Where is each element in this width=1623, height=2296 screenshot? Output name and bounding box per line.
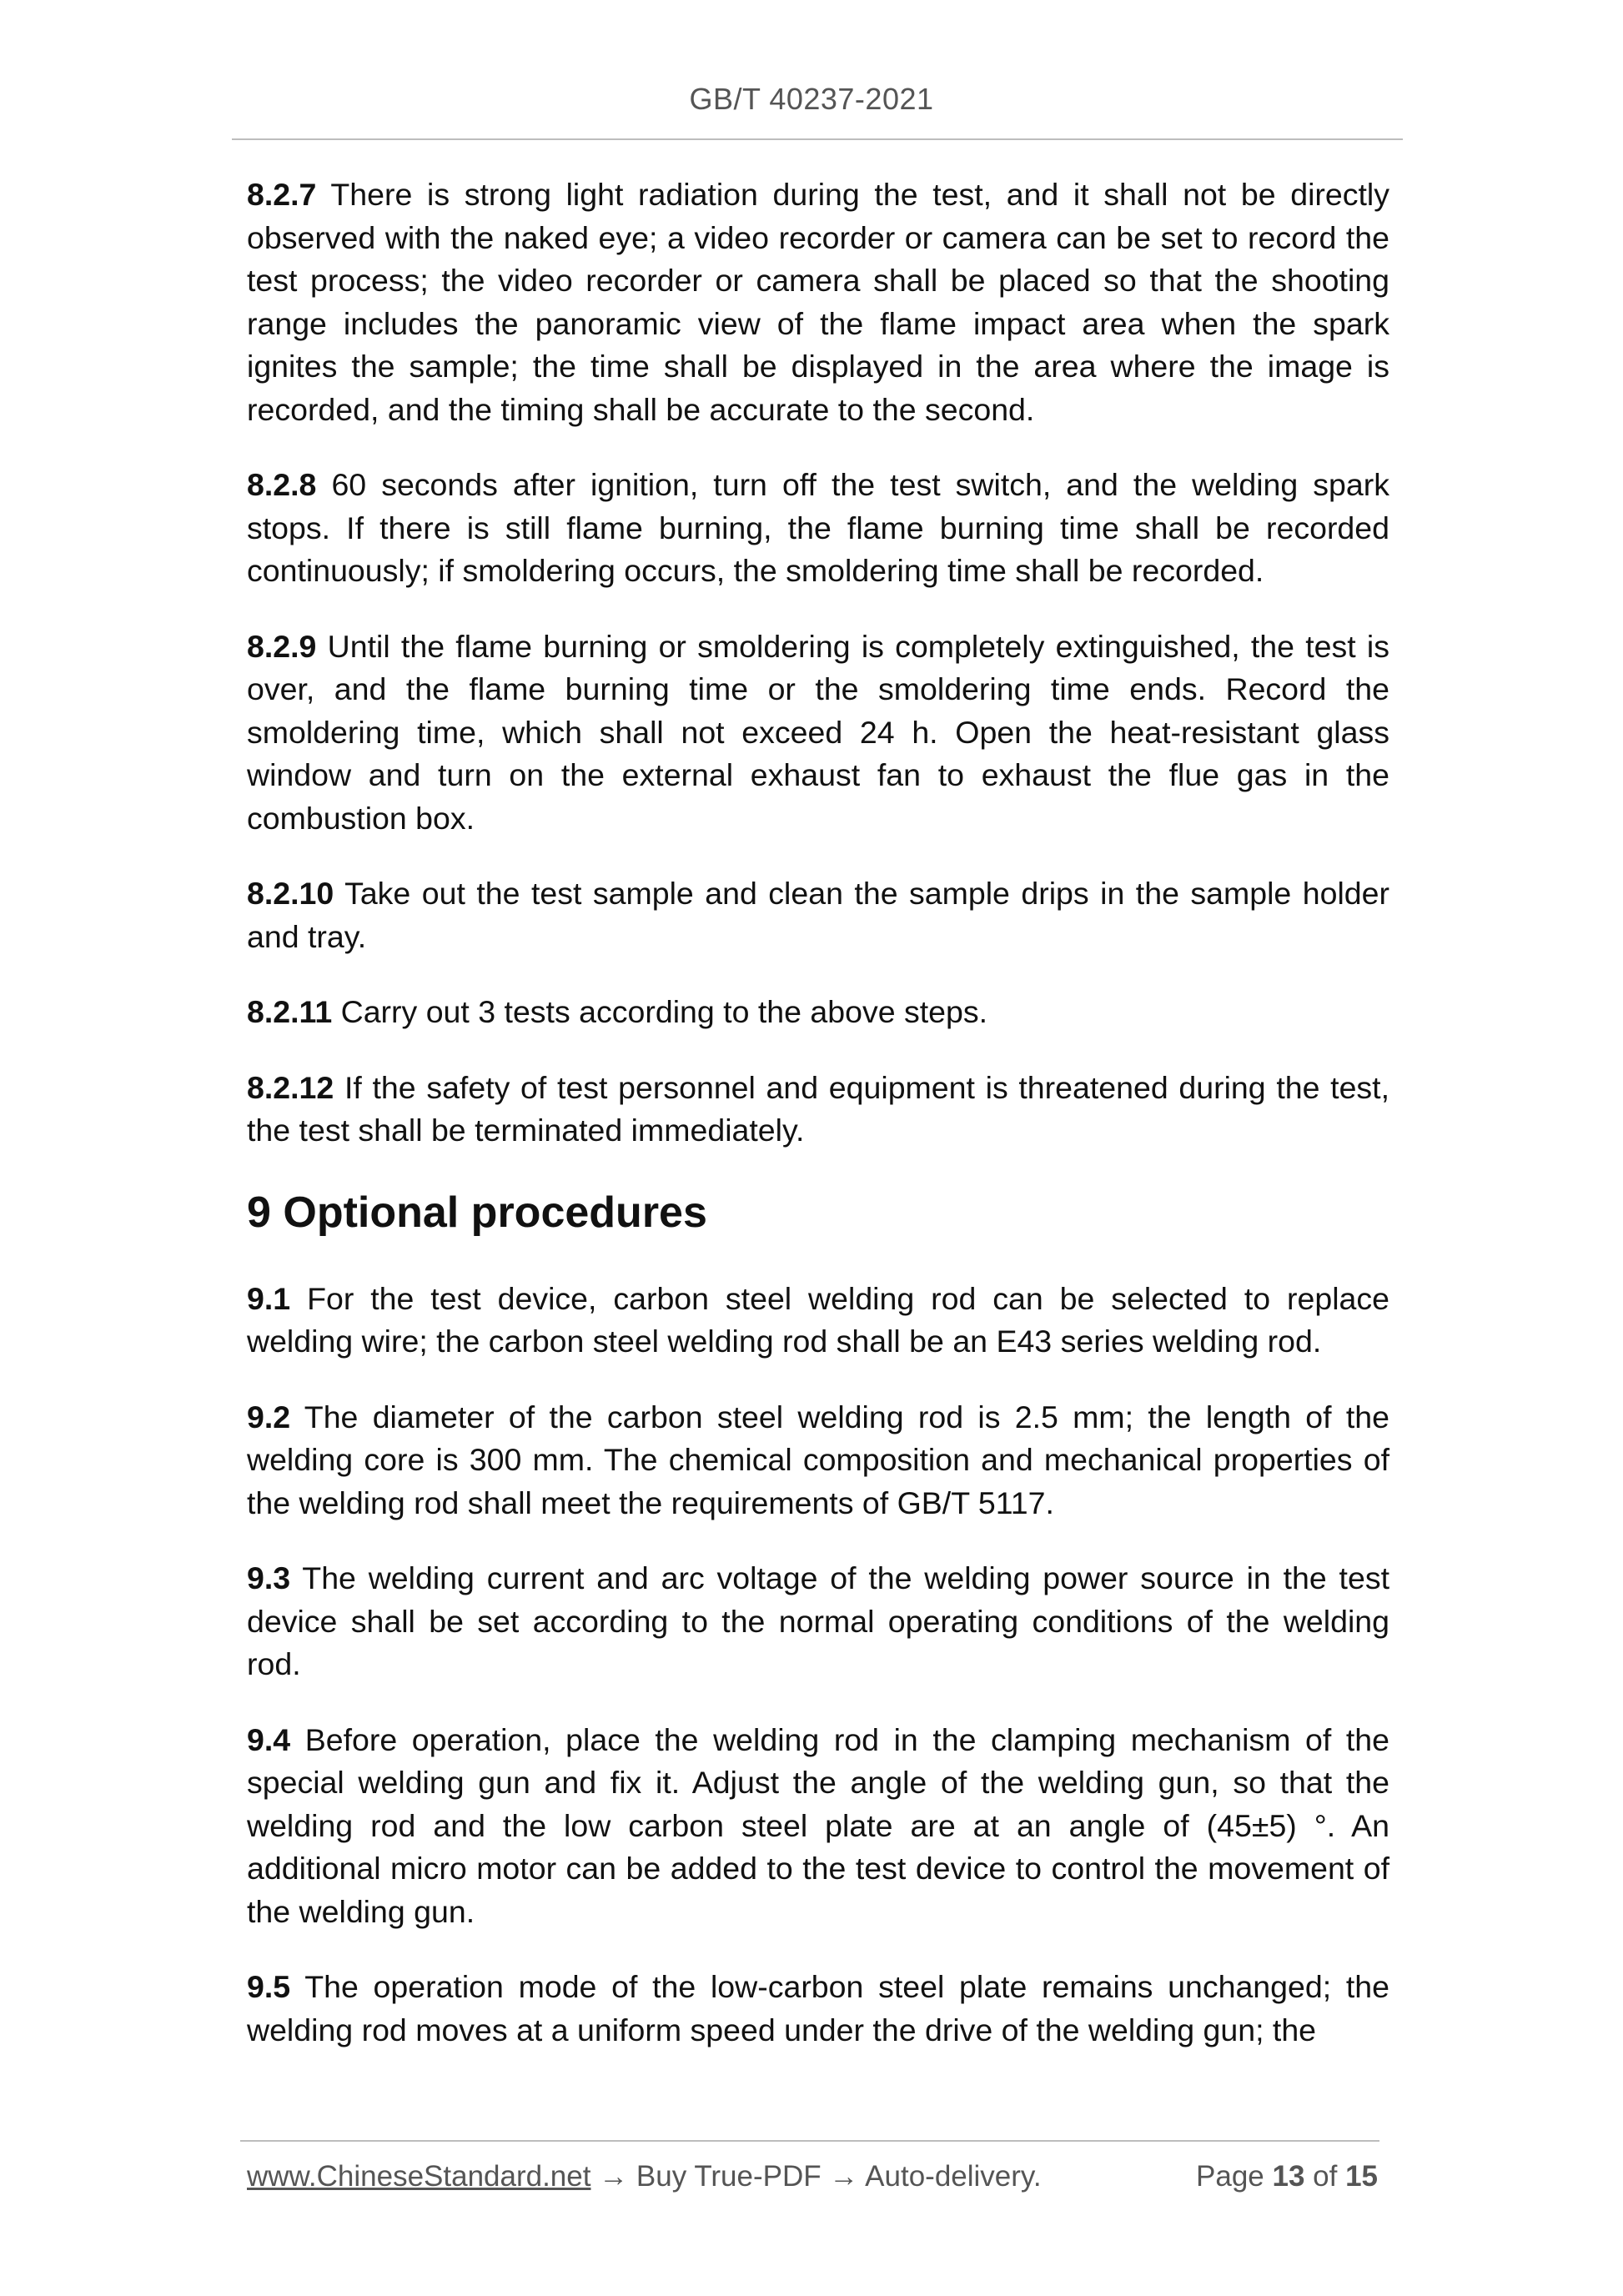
footer-tagline: → Buy True-PDF → Auto-delivery. [590,2160,1042,2193]
section-heading: 9 Optional procedures [247,1188,707,1237]
clause-text: For the test device, carbon steel welding rod can be selected to replace welding wire; the carbon steel welding rod shall be an E43 series welding rod. [247,1280,1390,1359]
clause-number: 8.2.8 [247,467,317,502]
clause-8-2-11 [247,991,1389,1034]
current-page-number: 13 [1272,2160,1305,2193]
clause-number: 9.3 [247,1560,291,1595]
clause-number: 9.2 [247,1399,291,1434]
footer-divider [240,2140,1379,2142]
header-divider [232,138,1403,140]
clause-number: 8.2.10 [247,876,334,911]
clause-text: Until the flame burning or smoldering is completely extinguished, the test is over, and the flame burning time or the smoldering time ends. Record the smoldering time, which shall not exceed 24 h. Open the heat-resistant glass window and turn on the external exhaust fan to exhaust the flue gas in the combustion box. [247,628,1390,836]
clause-number: 9.4 [247,1721,291,1757]
clause-text: There is strong light radiation during the test, and it shall not be directly observed with the naked eye; a video recorder or camera can be set to record the test process; the video recorder or camera shall be placed so that the shooting range includes the panoramic view of the flame impact area when the spark ignites the sample; the time shall be displayed in the area where the image is recorded, and the timing shall be accurate to the second. [247,177,1389,427]
document-body [247,173,1389,2084]
clause-number: 8.2.7 [247,177,317,212]
clause-text: The welding current and arc voltage of the welding power source in the test device shall be set according to the normal operating conditions of the welding rod. [247,1560,1389,1681]
page-label: Page [1196,2160,1273,2193]
page-indicator [1196,2160,1378,2193]
clause-9-3 [247,1557,1389,1686]
clause-9-5 [247,1966,1389,2052]
clause-8-2-10 [247,872,1389,958]
website-link[interactable]: www.ChineseStandard.net [247,2160,591,2193]
clause-text: Before operation, place the welding rod in the clamping mechanism of the special welding gun and fix it. Adjust the angle of the welding gun, so that the welding rod and the low carbon steel plate are at an angle of (45±5) °. An additional micro motor can be added to the test device to control the movement of the welding gun. [247,1721,1389,1929]
clause-text: Take out the test sample and clean the sample drips in the sample holder and tray. [247,876,1390,954]
clause-9-2 [247,1396,1389,1525]
clause-text: The operation mode of the low-carbon steel plate remains unchanged; the welding rod moves at a uniform speed under the drive of the welding gun; the [247,1969,1389,2047]
clause-text: The diameter of the carbon steel welding rod is 2.5 mm; the length of the welding core is 300 mm. The chemical composition and mechanical properties of the welding rod shall meet the requirements of GB/T 5117. [247,1399,1389,1520]
clause-number: 8.2.9 [247,628,317,664]
clause-8-2-9 [247,625,1389,841]
clause-text: Carry out 3 tests according to the above steps. [340,994,988,1029]
clause-text: 60 seconds after ignition, turn off the test switch, and the welding spark stops. If there is still flame burning, the flame burning time shall be recorded continuously; if smoldering occurs, the smoldering time shall be recorded. [247,467,1389,588]
clause-8-2-12 [247,1067,1389,1153]
total-page-count: 15 [1345,2160,1378,2193]
page-footer [247,2160,1378,2193]
clause-number: 9.5 [247,1969,291,2004]
clause-8-2-7 [247,173,1389,431]
footer-promo [247,2160,1042,2193]
clause-number: 8.2.11 [247,994,333,1029]
clause-number: 9.1 [247,1280,291,1316]
page-of-label: of [1304,2160,1346,2193]
clause-8-2-8 [247,464,1389,593]
clause-text: If the safety of test personnel and equipment is threatened during the test, the test shall be terminated immediately. [247,1069,1390,1148]
document-header-title: GB/T 40237-2021 [689,82,934,116]
clause-number: 8.2.12 [247,1069,334,1105]
clause-9-4 [247,1719,1389,1934]
clause-9-1 [247,1278,1389,1364]
